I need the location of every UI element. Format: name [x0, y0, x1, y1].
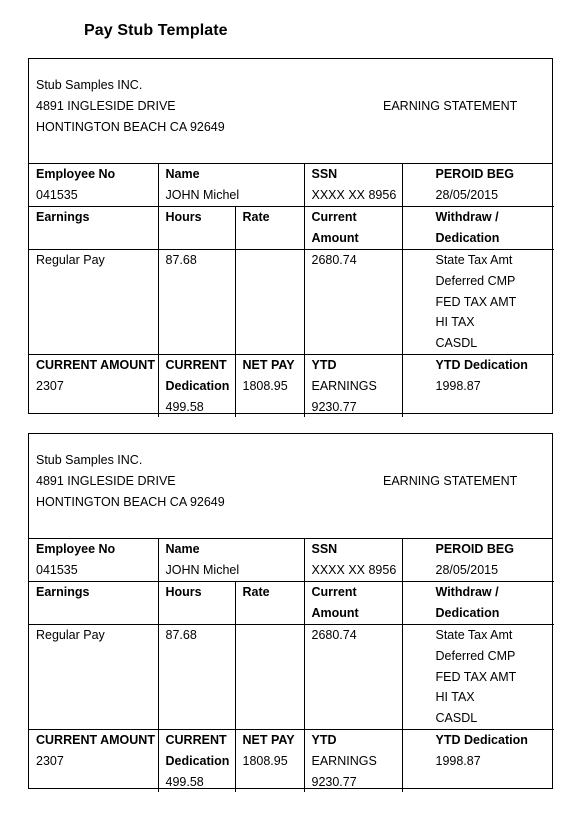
current-amount-total-value: 2307: [36, 753, 64, 768]
company-name: Stub Samples INC.: [36, 78, 143, 92]
current-amount-cell: [304, 625, 402, 730]
deduction-item: HI TAX: [435, 690, 475, 705]
page-title: Pay Stub Template: [84, 22, 228, 39]
current-amount-total-cell: [29, 355, 158, 418]
stub-header: [29, 434, 552, 539]
hours-header: [158, 207, 235, 250]
earning-statement-label: EARNING STATEMENT: [383, 99, 518, 113]
deduction-item: CASDL: [435, 711, 478, 726]
ssn-cell: [304, 539, 402, 582]
net-pay-label: NET PAY: [242, 733, 295, 747]
withdraw-label-line-1: Withdraw /: [435, 210, 499, 224]
hours-cell: [158, 625, 235, 730]
withdraw-label-line-2: Dedication: [435, 605, 500, 620]
pay-stub: [28, 58, 553, 414]
current-dedication-label-line-1: CURRENT: [165, 358, 227, 372]
hours-label: Hours: [165, 585, 202, 599]
earnings-header: [29, 207, 158, 250]
stub-table: [29, 539, 554, 792]
company-address-line-2: HONTINGTON BEACH CA 92649: [36, 495, 225, 509]
rate-header: [235, 582, 304, 625]
net-pay-cell: [235, 355, 304, 418]
deductions-cell: [402, 625, 554, 730]
name-label: Name: [165, 542, 200, 556]
ssn-value: XXXX XX 8956: [311, 187, 397, 202]
name-value: JOHN Michel: [165, 187, 240, 202]
ssn-cell: [304, 164, 402, 207]
period-label: PEROID BEG: [435, 167, 514, 181]
deduction-item: Deferred CMP: [435, 273, 516, 288]
net-pay-cell: [235, 730, 304, 793]
current-dedication-value: 499.58: [165, 774, 204, 789]
current-dedication-value: 499.58: [165, 399, 204, 414]
current-amount-total-label: CURRENT AMOUNT: [36, 733, 155, 747]
current-dedication-label-line-1: CURRENT: [165, 733, 227, 747]
current-amount-header: [304, 582, 402, 625]
current-amount-header: [304, 207, 402, 250]
ytd-dedication-value: 1998.87: [435, 378, 481, 393]
deduction-item: State Tax Amt: [435, 253, 513, 267]
deduction-item: Deferred CMP: [435, 648, 516, 663]
rate-header: [235, 207, 304, 250]
company-address-line-2: HONTINGTON BEACH CA 92649: [36, 120, 225, 134]
hours-value: 87.68: [165, 628, 197, 642]
deductions-cell: [402, 250, 554, 355]
earning-item-cell: [29, 250, 158, 355]
table-row: [29, 164, 554, 207]
deduction-item: FED TAX AMT: [435, 669, 517, 684]
company-address-line-1: 4891 INGLESIDE DRIVE: [36, 99, 176, 113]
ytd-earnings-label: EARNINGS: [311, 753, 377, 768]
ytd-dedication-cell: [402, 355, 554, 418]
earning-item: Regular Pay: [36, 628, 105, 642]
current-amount-value: 2680.74: [311, 253, 357, 267]
rate-label: Rate: [242, 585, 270, 599]
deduction-item: HI TAX: [435, 315, 475, 330]
employee-no-cell: [29, 539, 158, 582]
employee-no-label: Employee No: [36, 542, 116, 556]
period-value: 28/05/2015: [435, 187, 499, 202]
ytd-dedication-label: YTD Dedication: [435, 358, 528, 372]
employee-no-value: 041535: [36, 562, 78, 577]
current-dedication-cell: [158, 730, 235, 793]
deduction-item: CASDL: [435, 336, 478, 351]
ytd-label: YTD: [311, 733, 337, 747]
table-row: [29, 250, 554, 355]
current-amount-label-line-2: Amount: [311, 230, 359, 245]
ytd-dedication-label: YTD Dedication: [435, 733, 528, 747]
hours-value: 87.68: [165, 253, 197, 267]
earnings-header: [29, 582, 158, 625]
company-address-line-1: 4891 INGLESIDE DRIVE: [36, 474, 176, 488]
ssn-label: SSN: [311, 542, 338, 556]
withdraw-header: [402, 207, 554, 250]
pay-stub: [28, 433, 553, 789]
current-amount-total-label: CURRENT AMOUNT: [36, 358, 155, 372]
current-amount-label-line-1: Current: [311, 585, 357, 599]
withdraw-label-line-1: Withdraw /: [435, 585, 499, 599]
earning-statement-label: EARNING STATEMENT: [383, 474, 518, 488]
ssn-label: SSN: [311, 167, 338, 181]
ytd-dedication-cell: [402, 730, 554, 793]
earning-item: Regular Pay: [36, 253, 105, 267]
table-row: [29, 730, 554, 793]
stub-header: [29, 59, 552, 164]
table-row: [29, 207, 554, 250]
name-label: Name: [165, 167, 200, 181]
earnings-label: Earnings: [36, 585, 90, 599]
period-label: PEROID BEG: [435, 542, 514, 556]
earnings-label: Earnings: [36, 210, 90, 224]
company-name: Stub Samples INC.: [36, 453, 143, 467]
current-dedication-label-line-2: Dedication: [165, 378, 230, 393]
table-row: [29, 355, 554, 418]
hours-cell: [158, 250, 235, 355]
current-amount-label-line-2: Amount: [311, 605, 359, 620]
current-amount-total-value: 2307: [36, 378, 64, 393]
rate-label: Rate: [242, 210, 270, 224]
rate-cell: [235, 250, 304, 355]
period-value: 28/05/2015: [435, 562, 499, 577]
current-amount-value: 2680.74: [311, 628, 357, 642]
hours-header: [158, 582, 235, 625]
withdraw-header: [402, 582, 554, 625]
table-row: [29, 539, 554, 582]
current-amount-cell: [304, 250, 402, 355]
ytd-earnings-value: 9230.77: [311, 774, 357, 789]
ytd-cell: [304, 730, 402, 793]
period-cell: [402, 164, 554, 207]
deduction-item: State Tax Amt: [435, 628, 513, 642]
current-dedication-label-line-2: Dedication: [165, 753, 230, 768]
ssn-value: XXXX XX 8956: [311, 562, 397, 577]
net-pay-label: NET PAY: [242, 358, 295, 372]
net-pay-value: 1808.95: [242, 378, 288, 393]
table-row: [29, 625, 554, 730]
rate-cell: [235, 625, 304, 730]
net-pay-value: 1808.95: [242, 753, 288, 768]
period-cell: [402, 539, 554, 582]
stub-table: [29, 164, 554, 417]
ytd-earnings-label: EARNINGS: [311, 378, 377, 393]
name-cell: [158, 539, 304, 582]
employee-no-cell: [29, 164, 158, 207]
deduction-item: FED TAX AMT: [435, 294, 517, 309]
ytd-dedication-value: 1998.87: [435, 753, 481, 768]
current-amount-total-cell: [29, 730, 158, 793]
ytd-earnings-value: 9230.77: [311, 399, 357, 414]
hours-label: Hours: [165, 210, 202, 224]
name-cell: [158, 164, 304, 207]
ytd-cell: [304, 355, 402, 418]
table-row: [29, 582, 554, 625]
earning-item-cell: [29, 625, 158, 730]
withdraw-label-line-2: Dedication: [435, 230, 500, 245]
employee-no-label: Employee No: [36, 167, 116, 181]
current-amount-label-line-1: Current: [311, 210, 357, 224]
name-value: JOHN Michel: [165, 562, 240, 577]
current-dedication-cell: [158, 355, 235, 418]
ytd-label: YTD: [311, 358, 337, 372]
employee-no-value: 041535: [36, 187, 78, 202]
